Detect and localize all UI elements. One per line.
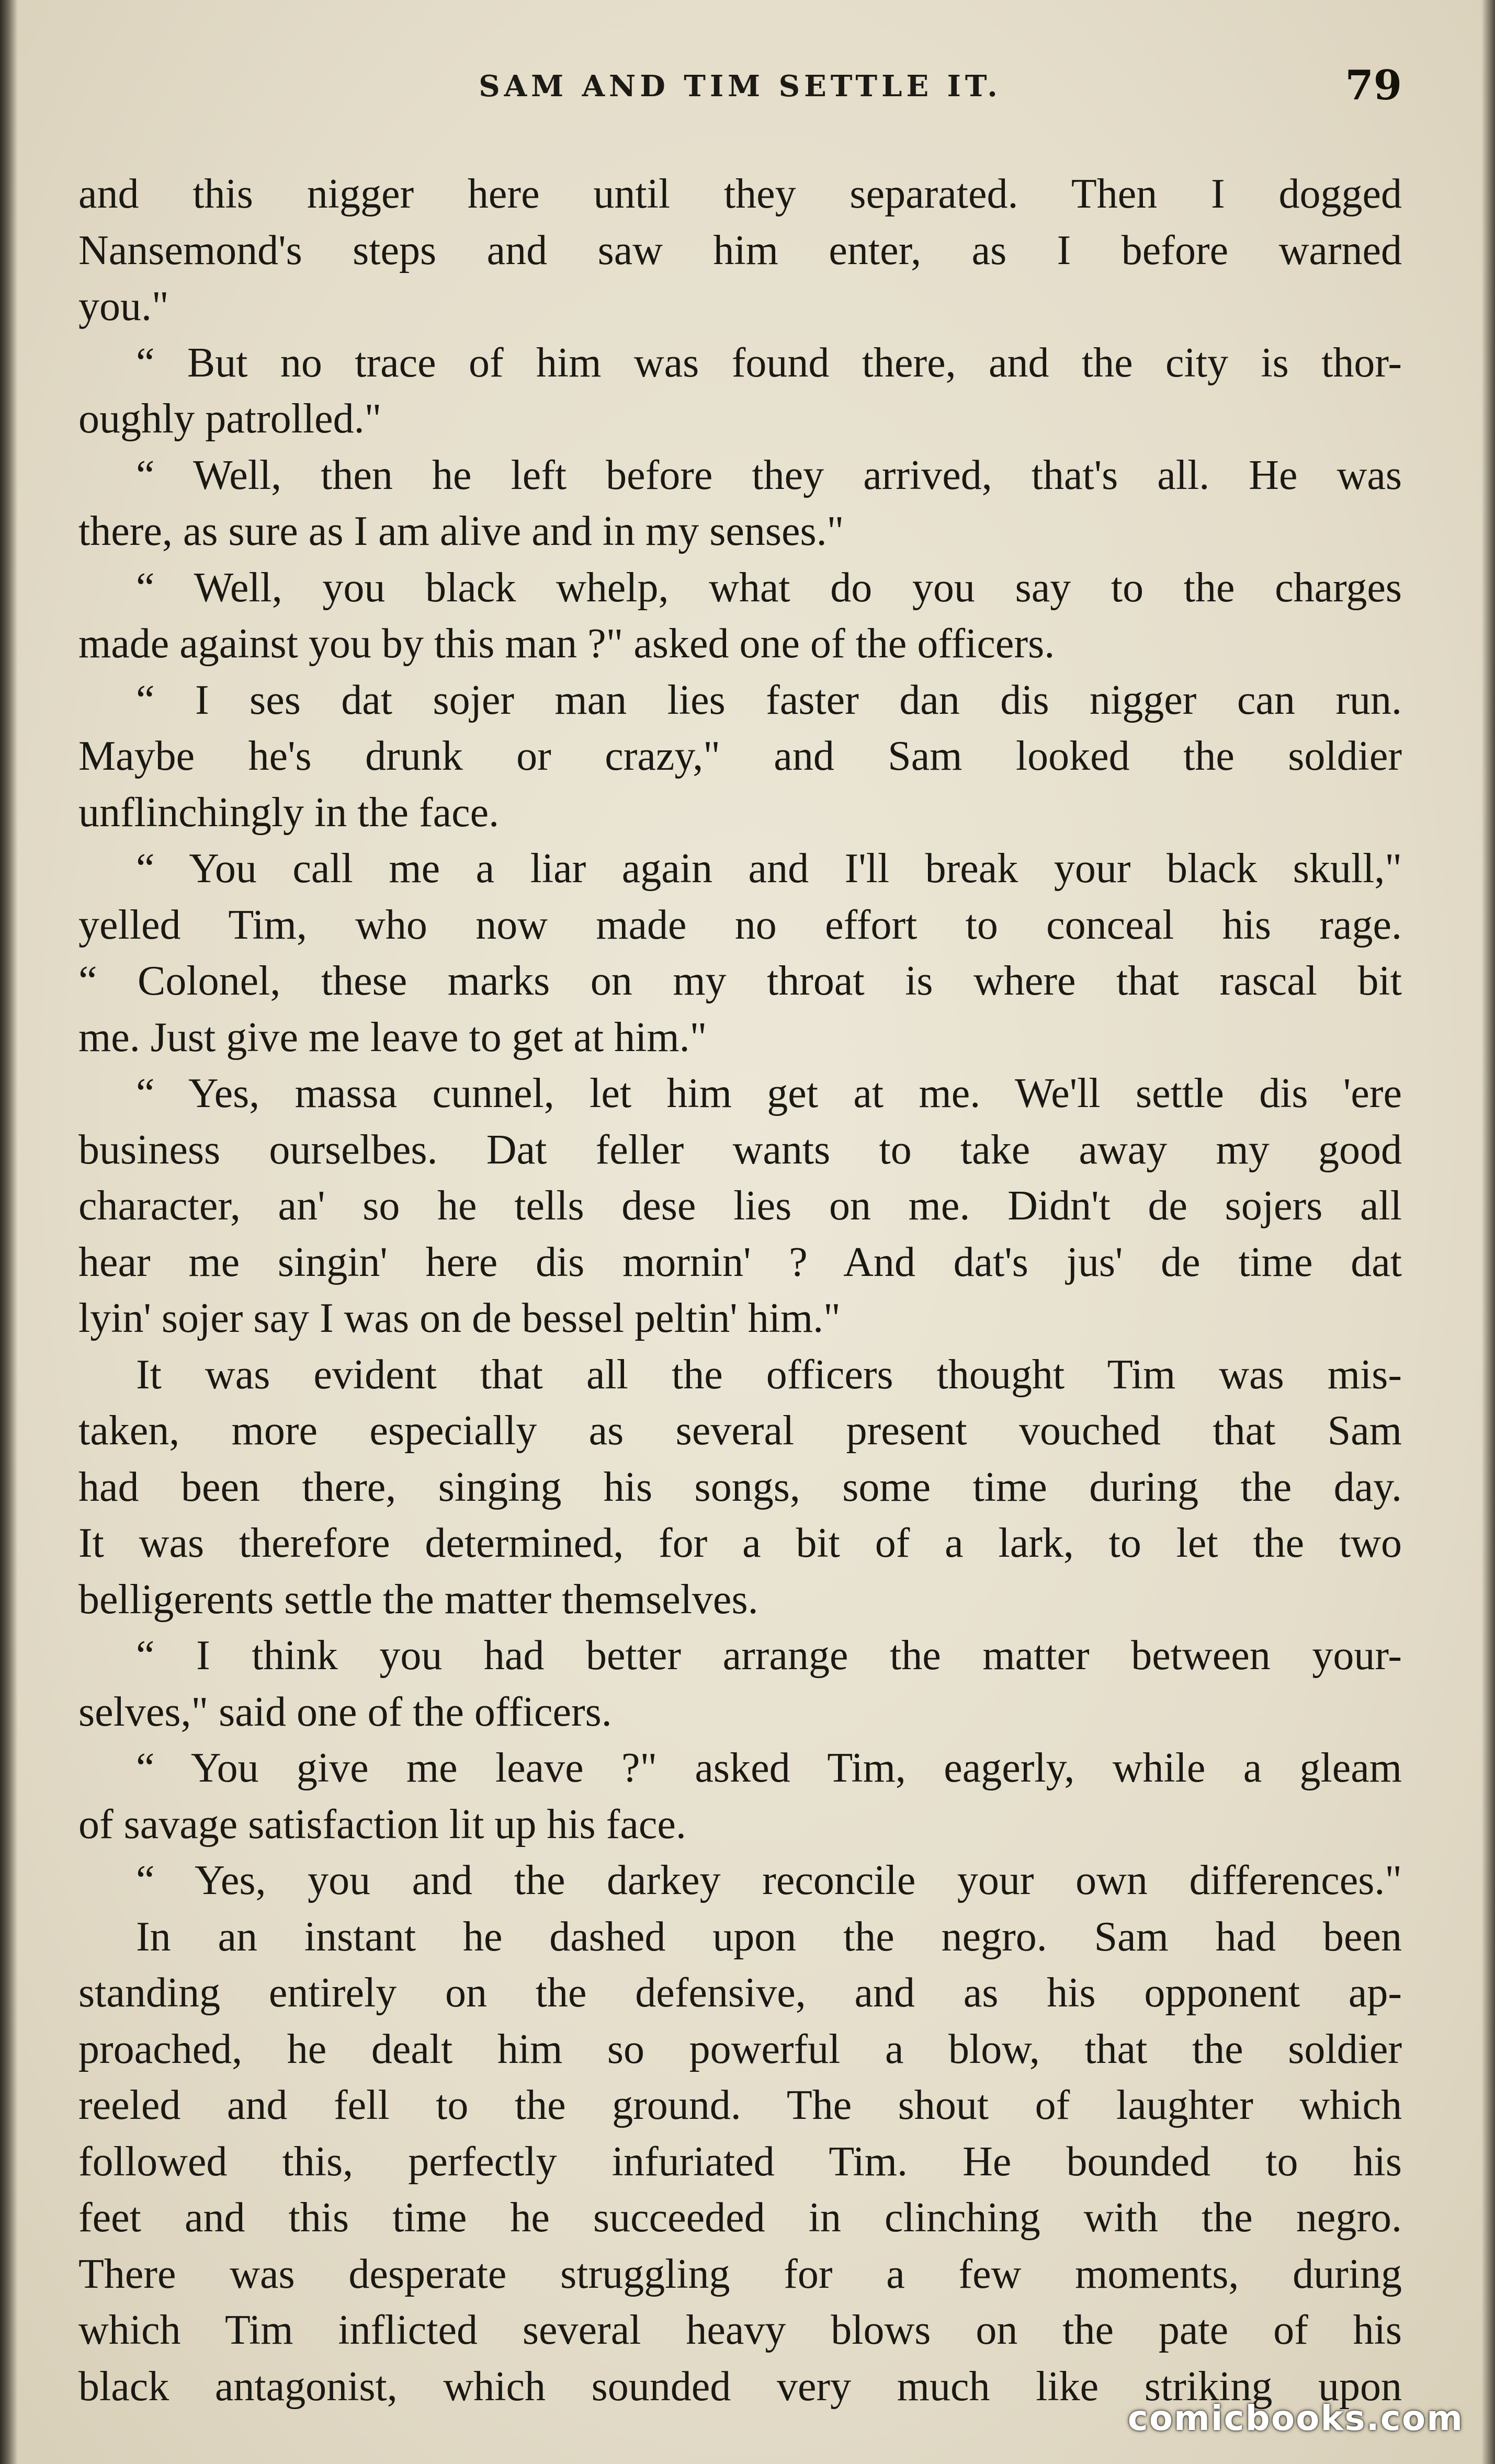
text-line: of savage satisfaction lit up his face. (78, 1801, 686, 1847)
text-line: “ Yes, massa cunnel, let him get at me. We'll settle dis 'ere (136, 1070, 1402, 1116)
watermark-text: comicbooks.com (1127, 2398, 1464, 2438)
text-line: and this nigger here until they separated. Then I dogged (78, 171, 1402, 217)
text-line: belligerents settle the matter themselves. (78, 1576, 758, 1623)
text-line: character, an' so he tells dese lies on me. Didn't de sojers all (78, 1183, 1402, 1229)
text-line: “ Well, then he left before they arrived, that's all. He was (136, 452, 1402, 498)
text-line: feet and this time he succeeded in clinching with the negro. (78, 2195, 1402, 2241)
text-line: Maybe he's drunk or crazy," and Sam looked the soldier (78, 733, 1402, 779)
watermark (1097, 2398, 1464, 2446)
text-line: there, as sure as I am alive and in my senses." (78, 508, 844, 554)
body-text (78, 166, 1402, 2415)
text-line: “ Colonel, these marks on my throat is where that rascal bit (78, 958, 1402, 1004)
page-header (78, 62, 1402, 127)
text-line: proached, he dealt him so powerful a blow, that the soldier (78, 2026, 1402, 2072)
text-line: which Tim inflicted several heavy blows on the pate of his (78, 2307, 1402, 2353)
text-line: made against you by this man ?" asked one of the officers. (78, 621, 1055, 667)
text-line: hear me singin' here dis mornin' ? And dat's jus' de time dat (78, 1239, 1402, 1285)
text-line: “ You call me a liar again and I'll break your black skull," (136, 846, 1402, 892)
text-line: “ Well, you black whelp, what do you say to the charges (136, 564, 1402, 611)
page-number: 79 (1345, 62, 1402, 109)
page-gutter-shadow (0, 0, 18, 2464)
text-line: had been there, singing his songs, some time during the day. (78, 1464, 1402, 1510)
text-line: business ourselbes. Dat feller wants to take away my good (78, 1126, 1402, 1173)
text-line: “ Yes, you and the darkey reconcile your own differences." (136, 1857, 1402, 1903)
text-line: standing entirely on the defensive, and as his opponent ap- (78, 1970, 1402, 2016)
text-line: selves," said one of the officers. (78, 1689, 612, 1735)
text-line: “ You give me leave ?" asked Tim, eagerly, while a gleam (136, 1745, 1402, 1791)
text-line: me. Just give me leave to get at him." (78, 1014, 707, 1060)
text-line: lyin' sojer say I was on de bessel peltin' him." (78, 1295, 841, 1341)
text-line: It was evident that all the officers thought Tim was mis- (136, 1351, 1402, 1398)
text-line: you." (78, 283, 169, 329)
text-line: It was therefore determined, for a bit of a lark, to let the two (78, 1520, 1402, 1566)
text-line: reeled and fell to the ground. The shout of laughter which (78, 2082, 1402, 2128)
text-line: followed this, perfectly infuriated Tim. He bounded to his (78, 2138, 1402, 2185)
text-line: “ I ses dat sojer man lies faster dan dis nigger can run. (136, 677, 1402, 723)
text-line: In an instant he dashed upon the negro. Sam had been (136, 1913, 1402, 1960)
text-line: unflinchingly in the face. (78, 789, 500, 836)
running-head: SAM AND TIM SETTLE IT. (479, 69, 1002, 104)
text-line: “ But no trace of him was found there, and the city is thor- (136, 339, 1402, 386)
text-line: yelled Tim, who now made no effort to conceal his rage. (78, 902, 1402, 948)
text-line: “ I think you had better arrange the matter between your- (136, 1633, 1402, 1679)
page-edge-shadow (1481, 0, 1495, 2464)
text-line: Nansemond's steps and saw him enter, as I before warned (78, 227, 1402, 273)
text-line: There was desperate struggling for a few moments, during (78, 2251, 1402, 2297)
text-line: black antagonist, which sounded very much like striking upon (78, 2363, 1402, 2410)
text-line: oughly patrolled." (78, 396, 382, 442)
text-line: taken, more especially as several present vouched that Sam (78, 1408, 1402, 1454)
